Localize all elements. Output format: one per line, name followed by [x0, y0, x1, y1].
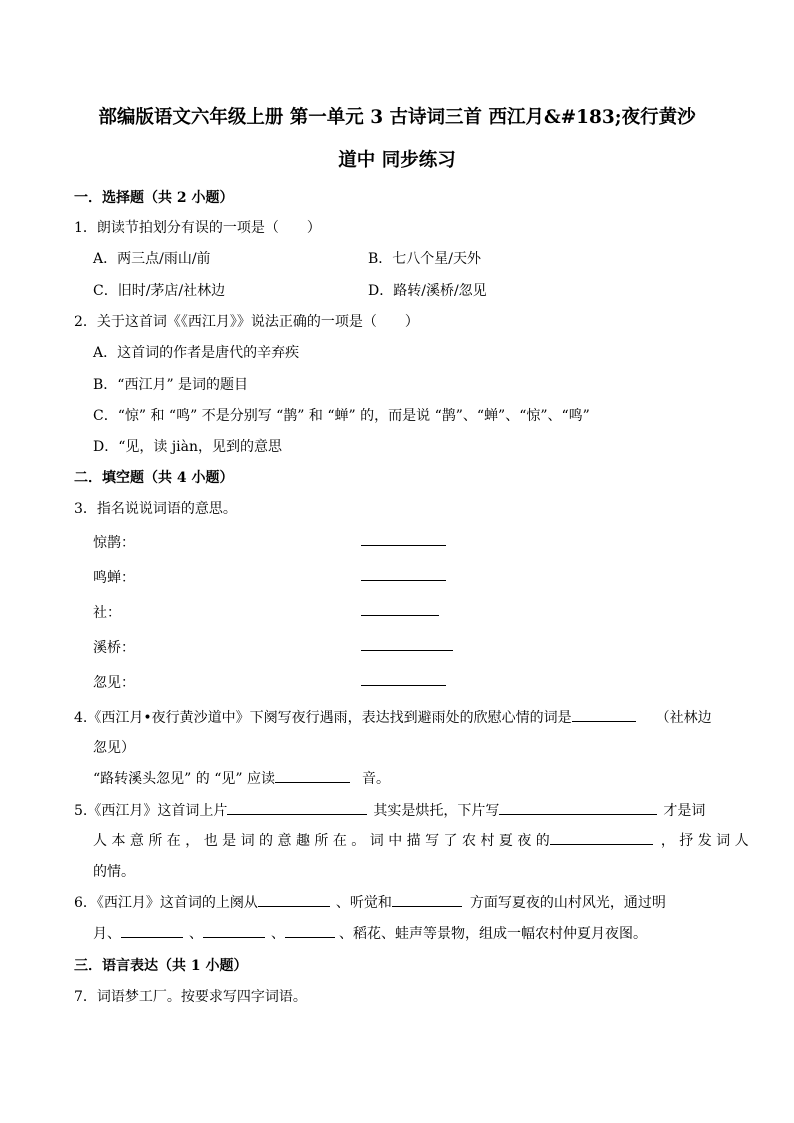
q1-option-d: D．路转/溪桥/忽见	[368, 283, 487, 299]
section-heading-choice: 一．选择题（共 2 小题）	[74, 190, 234, 206]
q6-answer-blank[interactable]	[285, 924, 335, 938]
q3-term-label: 惊鹊：	[93, 535, 135, 551]
section-heading-expression: 三．语言表达（共 1 小题）	[74, 958, 248, 974]
page-title: 部编版语文六年级上册 第一单元 3 古诗词三首 西江月&#183;夜行黄沙	[98, 107, 696, 128]
q5-answer-blank[interactable]	[499, 801, 657, 815]
q5-text: 才是词	[663, 803, 706, 819]
question-4-line1	[74, 707, 712, 727]
question-6-line1	[74, 892, 666, 912]
section-heading-fill: 二．填空题（共 4 小题）	[74, 470, 234, 486]
q4-text: 音。	[361, 771, 390, 787]
q5-text: ， 抒 发 词 人	[660, 833, 749, 849]
q5-answer-blank[interactable]	[550, 831, 653, 845]
q2-option-d: D．“见，读 jiàn，见到的意思	[93, 439, 283, 455]
q6-answer-blank[interactable]	[121, 924, 183, 938]
q6-text: 、	[271, 926, 285, 942]
q3-answer-blank[interactable]	[361, 601, 439, 616]
q6-answer-blank[interactable]	[203, 924, 265, 938]
q4-pronunciation-blank[interactable]	[275, 769, 350, 783]
q5-text: 其实是烘托，下片写	[373, 803, 500, 819]
q4-answer-blank[interactable]	[572, 708, 636, 722]
q3-answer-blank[interactable]	[361, 671, 446, 686]
q5-text: 人 本 意 所 在 ， 也 是 词 的 意 趣 所 在 。 词 中 描 写 了 农 村 夏 夜 的	[93, 833, 550, 849]
q2-option-b: B．“西江月” 是词的题目	[93, 377, 249, 393]
q3-term-label: 溪桥：	[93, 640, 135, 656]
q4-text: “路转溪头忽见” 的 “见” 应读	[93, 771, 275, 787]
q4-text-end: （社林边	[655, 710, 712, 726]
q3-answer-blank[interactable]	[361, 566, 446, 581]
q3-answer-blank[interactable]	[361, 636, 453, 651]
question-4-line2: 忽见）	[93, 740, 135, 756]
page-title-line2: 道中 同步练习	[338, 150, 456, 171]
question-2-stem: 2．关于这首词《《西江月》》说法正确的一项是（ ）	[74, 314, 419, 330]
q6-text: 、听觉和	[335, 895, 392, 911]
question-5-line2	[93, 830, 749, 850]
question-6-line2	[93, 923, 647, 943]
q3-term-label: 忽见：	[93, 675, 135, 691]
q3-term-label: 鸣蝉：	[93, 570, 135, 586]
q1-option-c: C．旧时/茅店/社林边	[93, 283, 226, 299]
q2-option-c: C．“惊” 和 “鸣” 不是分别写 “鹊” 和 “蝉” 的，而是说 “鹊”、“蝉”、“惊”、“鸣”	[93, 408, 590, 424]
q6-answer-blank[interactable]	[392, 893, 462, 907]
q2-option-a: A．这首词的作者是唐代的辛弃疾	[93, 345, 300, 361]
q1-option-b: B．七八个星/天外	[368, 251, 482, 267]
question-5-line3: 的情。	[93, 864, 135, 880]
q1-option-a: A．两三点/雨山/前	[93, 251, 211, 267]
q3-term-label: 社：	[93, 605, 121, 621]
q5-answer-blank[interactable]	[227, 801, 367, 815]
q3-answer-blank[interactable]	[361, 531, 446, 546]
q5-text: 5.《西江月》这首词上片	[74, 803, 228, 819]
question-7-stem: 7．词语梦工厂。按要求写四字词语。	[74, 989, 307, 1005]
q6-answer-blank[interactable]	[258, 893, 330, 907]
q6-text: 、	[189, 926, 203, 942]
q6-text: 、稻花、蛙声等景物，组成一幅农村仲夏月夜图。	[339, 926, 647, 942]
q6-text: 6．《西江月》这首词的上阕从	[74, 895, 258, 911]
question-3-stem: 3．指名说说词语的意思。	[74, 501, 237, 517]
question-5-line1	[74, 800, 705, 820]
q6-text: 方面写夏夜的山村风光，通过明	[469, 895, 666, 911]
question-1-stem: 1．朗读节拍划分有误的一项是（ ）	[74, 220, 321, 236]
q6-text: 月、	[93, 926, 121, 942]
q4-text: 4.《西江月•夜行黄沙道中》下阕写夜行遇雨，表达找到避雨处的欣慰心情的词是	[74, 710, 572, 726]
question-4-line3	[93, 768, 390, 788]
